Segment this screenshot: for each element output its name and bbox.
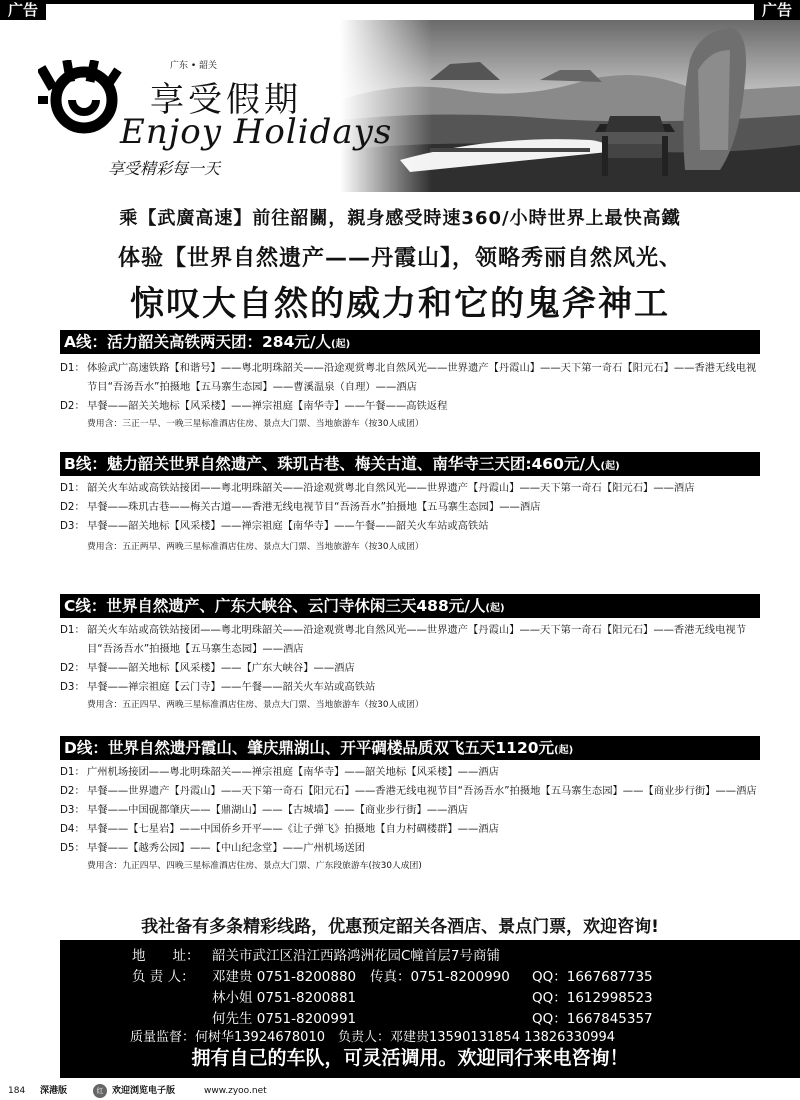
person-label: 负 责 人：	[132, 969, 195, 985]
route-title-text: C线：世界自然遗产、广东大峡谷、云门寺休闲三天488元/人	[64, 597, 486, 615]
closing-line: 我社备有多条精彩线路，优惠预定韶关各酒店、景点门票，欢迎咨询!	[141, 917, 659, 937]
day-text: 早餐——韶关地标【风采楼】——【广东大峡谷】——酒店	[87, 662, 355, 674]
itinerary-day	[60, 659, 760, 678]
route-title	[60, 452, 760, 476]
contact-panel	[60, 940, 800, 1078]
contact-qq: QQ：1667687735	[532, 969, 653, 985]
contact-fax: 传真：0751-8200990	[370, 969, 510, 985]
day-text: 体验武广高速铁路【和谐号】——粤北明珠韶关——沿途观赏粤北自然风光——世界遗产【丹霞山】——天下第一奇石【阳元石】——香港无线电视节目“吾汤吾水”拍摄地【五马寨生态园】——曹溪温泉（自理）——酒店	[87, 362, 757, 393]
ad-tag-left: 广告	[0, 0, 46, 20]
fleet-slogan: 拥有自己的车队，可灵活调用。欢迎同行来电咨询！	[191, 1047, 629, 1069]
itinerary-day	[60, 498, 760, 517]
headline-train: 乘【武廣高速】前往韶關，親身感受時速360/小時世界上最快高鐵	[119, 208, 681, 229]
edition-label: 深港版	[40, 1086, 68, 1096]
day-tag: D2：	[60, 501, 85, 513]
route-note: (起)	[554, 745, 574, 756]
contact-phone: 何先生 0751-8200991	[212, 1011, 357, 1027]
route-title-text: B线：魅力韶关世界自然遗产、珠玑古巷、梅关古道、南华寺三天团:460元/人	[64, 455, 601, 473]
page-number: 184	[8, 1086, 26, 1096]
day-text: 早餐——珠玑古巷——梅关古道——香港无线电视节目“吾汤吾水”拍摄地【五马寨生态园】——酒店	[87, 501, 541, 513]
itinerary-day	[60, 678, 760, 697]
address-text: 韶关市武江区沿江西路鸿洲花园C幢首层7号商铺	[212, 948, 501, 964]
visit-label: 欢迎浏览电子版	[112, 1086, 176, 1096]
itinerary-day	[60, 763, 760, 782]
route-note: (起)	[485, 603, 505, 614]
day-tag: D1：	[60, 766, 85, 778]
day-text: 韶关火车站或高铁站接团——粤北明珠韶关——沿途观赏粤北自然风光——世界遗产【丹霞山】——天下第一奇石【阳元石】——酒店	[87, 482, 695, 494]
route-title	[60, 736, 760, 760]
fee-note: 费用含：三正一早、一晚三星标准酒店住房、景点大门票、当地旅游车（按30人成团）	[87, 419, 424, 429]
day-text: 早餐——【越秀公园】——【中山纪念堂】——广州机场送团	[87, 842, 366, 854]
route-a	[60, 330, 760, 432]
itinerary-day	[60, 479, 760, 498]
headline-nature: 惊叹大自然的威力和它的鬼斧神工	[130, 284, 670, 324]
itinerary-day	[60, 801, 760, 820]
brand-name-cn: 享受假期	[150, 80, 302, 120]
route-c	[60, 594, 760, 713]
day-text: 早餐——世界遗产【丹霞山】——天下第一奇石【阳元石】——香港无线电视节目“吾汤吾水”拍摄地【五马寨生态园】——【商业步行街】——酒店	[87, 785, 757, 797]
route-note: (起)	[600, 461, 620, 472]
banner	[0, 20, 800, 192]
route-d	[60, 736, 760, 874]
route-title-text: D线：世界自然遗丹霞山、肇庆鼎湖山、开平碉楼品质双飞五天1120元	[64, 739, 555, 757]
fee-note: 费用含：五正两早、两晚三星标准酒店住房、景点大门票、当地旅游车（按30人成团）	[87, 542, 424, 552]
top-rule	[0, 0, 800, 4]
day-text: 广州机场接团——粤北明珠韶关——禅宗祖庭【南华寺】——韶关地标【风采楼】——酒店	[87, 766, 499, 778]
day-tag: D2：	[60, 400, 85, 412]
route-b	[60, 452, 760, 555]
day-tag: D3：	[60, 520, 85, 532]
fee-note: 费用含：五正四早、两晚三星标准酒店住房、景点大门票、当地旅游车（按30人成团）	[87, 700, 424, 710]
contact-phone: 邓建贵 0751-8200880	[212, 969, 357, 985]
day-tag: D5：	[60, 842, 85, 854]
ad-tag-right: 广告	[754, 0, 800, 20]
website-link[interactable]: www.zyoo.net	[204, 1086, 267, 1096]
day-text: 早餐——禅宗祖庭【云门寺】——午餐——韶关火车站或高铁站	[87, 681, 376, 693]
itinerary-day	[60, 397, 760, 416]
itinerary-day	[60, 839, 760, 858]
route-title	[60, 594, 760, 618]
day-tag: D2：	[60, 785, 85, 797]
address-label: 地 址：	[132, 948, 200, 964]
itinerary-day	[60, 621, 760, 659]
route-title	[60, 330, 760, 354]
day-tag: D1：	[60, 482, 85, 494]
page-footer	[0, 1082, 800, 1100]
day-tag: D2：	[60, 662, 85, 674]
scenery-photo	[340, 20, 800, 192]
day-text: 韶关火车站或高铁站接团——粤北明珠韶关——沿途观赏粤北自然风光——世界遗产【丹霞山】——天下第一奇石【阳元石】——香港无线电视节目“吾汤吾水”拍摄地【五马寨生态园】——酒店	[87, 624, 746, 655]
fee-note: 费用含：九正四早、四晚三星标准酒店住房、景点大门票、广东段旅游车(按30人成团)	[87, 861, 422, 871]
day-tag: D3：	[60, 804, 85, 816]
day-text: 早餐——韶关地标【风采楼】——禅宗祖庭【南华寺】——午餐——韶关火车站或高铁站	[87, 520, 489, 532]
brand-name-en: Enjoy Holidays	[120, 112, 393, 152]
day-text: 早餐——中国砚都肇庆——【鼎湖山】——【古城墙】——【商业步行街】——酒店	[87, 804, 468, 816]
itinerary-day	[60, 782, 760, 801]
itinerary-day	[60, 359, 760, 397]
day-tag: D1：	[60, 362, 85, 374]
day-text: 早餐——【七星岩】——中国侨乡开平——《让子弹飞》拍摄地【自力村碉楼群】——酒店	[87, 823, 499, 835]
headline-danxia: 体验【世界自然遗产——丹霞山】，领略秀丽自然风光、	[117, 246, 682, 271]
route-note: (起)	[331, 339, 351, 350]
day-tag: D3：	[60, 681, 85, 693]
contact-qq: QQ：1667845357	[532, 1011, 653, 1027]
itinerary-day	[60, 517, 760, 536]
route-title-text: A线：活力韶关高铁两天团：284元/人	[64, 333, 332, 351]
sun-logo-icon	[38, 60, 130, 170]
quality-supervision: 质量监督：何树华13924678010 负责人：邓建贵13590131854 13826330994	[130, 1030, 616, 1045]
day-tag: D4：	[60, 823, 85, 835]
contact-qq: QQ：1612998523	[532, 990, 653, 1006]
itinerary-day	[60, 820, 760, 839]
day-text: 早餐——韶关关地标【风采楼】——禅宗祖庭【南华寺】——午餐——高铁返程	[87, 400, 448, 412]
brand-slogan: 享受精彩每一天	[108, 159, 221, 178]
contact-phone: 林小姐 0751-8200881	[212, 990, 357, 1006]
magazine-logo-icon: 红	[93, 1084, 107, 1098]
brand-region: 广东 • 韶关	[170, 61, 218, 71]
day-tag: D1：	[60, 624, 85, 636]
